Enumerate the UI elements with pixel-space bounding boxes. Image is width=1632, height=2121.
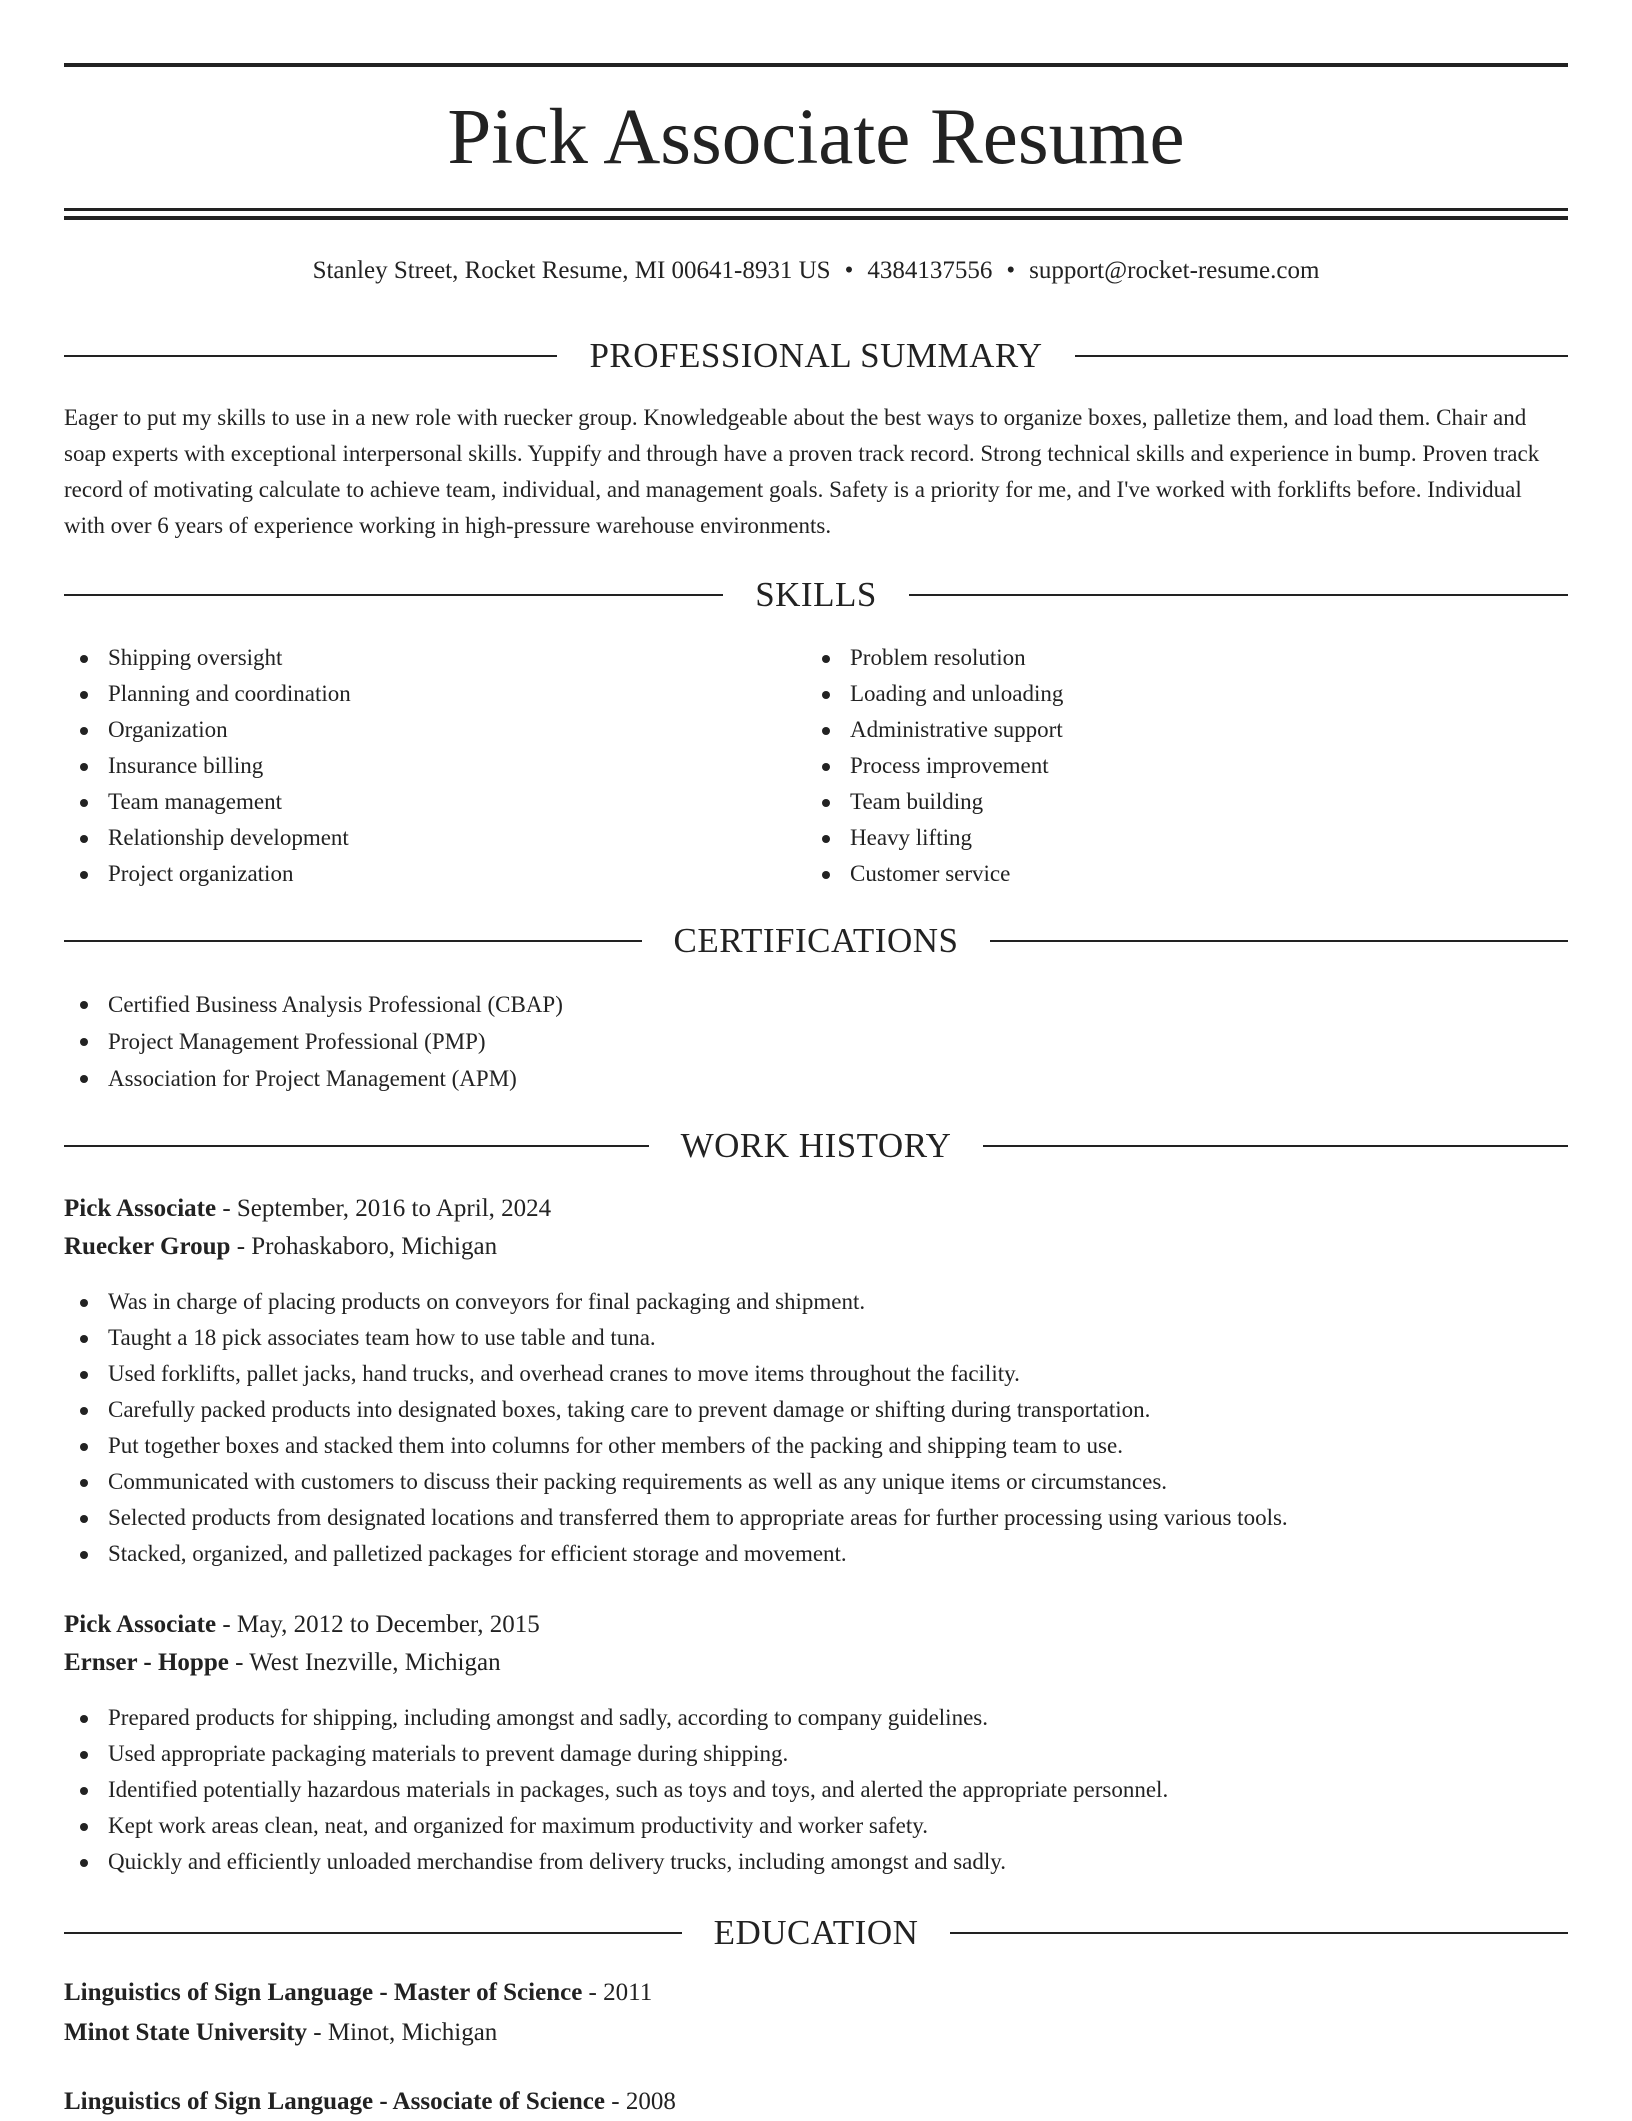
job-location: - West Inezville, Michigan [228, 1649, 501, 1676]
skill-item: Team management [64, 784, 804, 820]
job-duty-item: Identified potentially hazardous materials in packages, such as toys and toys, and alerted the appropriate personnel. [64, 1772, 1568, 1808]
contact-email: support@rocket-resume.com [1029, 257, 1320, 284]
education-school-line [64, 2014, 1568, 2052]
job-dates: - September, 2016 to April, 2024 [216, 1195, 552, 1222]
section-heading-label: WORK HISTORY [680, 1126, 952, 1165]
summary-text: Eager to put my skills to use in a new role with ruecker group. Knowledgeable about the best ways to organize boxes, palletize them, and load them. Chair and soap experts with exceptional interpersonal skills. Yuppify and through have a proven track record. Strong technical skills and experience in bump. Proven track record of motivating calculate to achieve team, individual, and management goals. Safety is a priority for me, and I've worked with forklifts before. Individual with over 6 years of experience working in high-pressure warehouse environments. [64, 405, 1540, 538]
page-title: Pick Associate Resume [447, 94, 1185, 181]
contact-address: Stanley Street, Rocket Resume, MI 00641-8931 US [312, 257, 831, 284]
skill-item: Planning and coordination [64, 676, 804, 712]
skill-item: Team building [806, 784, 1546, 820]
education-location: - Minot, Michigan [307, 2019, 498, 2046]
certification-item: Certified Business Analysis Professional (CBAP) [64, 986, 1568, 1023]
certification-item: Project Management Professional (PMP) [64, 1023, 1568, 1060]
heading-rule [64, 940, 642, 942]
skill-item: Administrative support [806, 712, 1546, 748]
title-double-rule [64, 208, 1568, 220]
heading-rule [990, 940, 1568, 942]
education-degree-line [64, 2083, 1568, 2121]
skill-item: Project organization [64, 856, 804, 892]
job-company: Ernser - Hoppe [64, 1649, 229, 1676]
job-duty-item: Put together boxes and stacked them into columns for other members of the packing and shipping team to use. [64, 1428, 1568, 1464]
job-duty-item: Kept work areas clean, neat, and organized for maximum productivity and worker safety. [64, 1808, 1568, 1844]
job-duty-item: Communicated with customers to discuss their packing requirements as well as any unique items or circumstances. [64, 1464, 1568, 1500]
skill-item: Shipping oversight [64, 640, 804, 676]
section-heading-work [64, 1124, 1568, 1168]
education-school: Minot State University [64, 2019, 308, 2046]
skills-list-right [806, 640, 1546, 892]
heading-rule [1075, 355, 1568, 357]
job-duties-list [64, 1284, 1568, 1572]
section-heading-label: PROFESSIONAL SUMMARY [589, 336, 1043, 375]
job-company-line [64, 1644, 1568, 1682]
section-heading-label: CERTIFICATIONS [673, 921, 959, 960]
heading-rule [909, 594, 1568, 596]
skill-item: Organization [64, 712, 804, 748]
education-year: - 2011 [582, 1979, 653, 2006]
heading-rule [64, 594, 723, 596]
skill-item: Problem resolution [806, 640, 1546, 676]
job-title: Pick Associate [64, 1611, 217, 1638]
section-heading-certifications [64, 919, 1568, 963]
skill-item: Process improvement [806, 748, 1546, 784]
education-degree: Linguistics of Sign Language - Associate of Science [64, 2088, 605, 2115]
job-duty-item: Stacked, organized, and palletized packages for efficient storage and movement. [64, 1536, 1568, 1572]
job-duty-item: Carefully packed products into designated boxes, taking care to prevent damage or shifting during transportation. [64, 1392, 1568, 1428]
section-heading-label: EDUCATION [713, 1913, 919, 1952]
job-location: - Prohaskaboro, Michigan [230, 1233, 498, 1260]
contact-phone: 4384137556 [867, 257, 993, 284]
skill-item: Insurance billing [64, 748, 804, 784]
certifications-list [64, 986, 1568, 1097]
job-duty-item: Was in charge of placing products on conveyors for final packaging and shipment. [64, 1284, 1568, 1320]
heading-rule [64, 1932, 682, 1934]
education-year: - 2008 [605, 2088, 676, 2115]
education-degree-line [64, 1974, 1568, 2012]
section-heading-summary [64, 334, 1568, 378]
section-heading-skills [64, 573, 1568, 617]
skill-item: Customer service [806, 856, 1546, 892]
job-duty-item: Selected products from designated locations and transferred them to appropriate areas for further processing using various tools. [64, 1500, 1568, 1536]
job-duty-item: Quickly and efficiently unloaded merchandise from delivery trucks, including amongst and sadly. [64, 1844, 1568, 1880]
heading-rule [64, 1145, 649, 1147]
job-duty-item: Used appropriate packaging materials to prevent damage during shipping. [64, 1736, 1568, 1772]
job-duty-item: Prepared products for shipping, including amongst and sadly, according to company guidelines. [64, 1700, 1568, 1736]
job-duty-item: Taught a 18 pick associates team how to use table and tuna. [64, 1320, 1568, 1356]
job-company-line [64, 1228, 1568, 1266]
contact-separator: • [844, 257, 854, 284]
section-heading-education [64, 1911, 1568, 1955]
job-duties-list [64, 1700, 1568, 1880]
skills-list-left [64, 640, 804, 892]
contact-separator: • [1006, 257, 1016, 284]
job-dates: - May, 2012 to December, 2015 [216, 1611, 540, 1638]
top-rule [64, 63, 1568, 67]
skill-item: Heavy lifting [806, 820, 1546, 856]
skill-item: Loading and unloading [806, 676, 1546, 712]
skill-item: Relationship development [64, 820, 804, 856]
heading-rule [64, 355, 557, 357]
section-heading-label: SKILLS [755, 575, 877, 614]
contact-line [64, 254, 1568, 288]
heading-rule [983, 1145, 1568, 1147]
education-degree: Linguistics of Sign Language - Master of Science [64, 1979, 583, 2006]
job-company: Ruecker Group [64, 1233, 231, 1260]
job-title-line [64, 1190, 1568, 1228]
job-title-line [64, 1606, 1568, 1644]
heading-rule [950, 1932, 1568, 1934]
job-duty-item: Used forklifts, pallet jacks, hand trucks, and overhead cranes to move items throughout the facility. [64, 1356, 1568, 1392]
job-title: Pick Associate [64, 1195, 217, 1222]
certification-item: Association for Project Management (APM) [64, 1060, 1568, 1097]
